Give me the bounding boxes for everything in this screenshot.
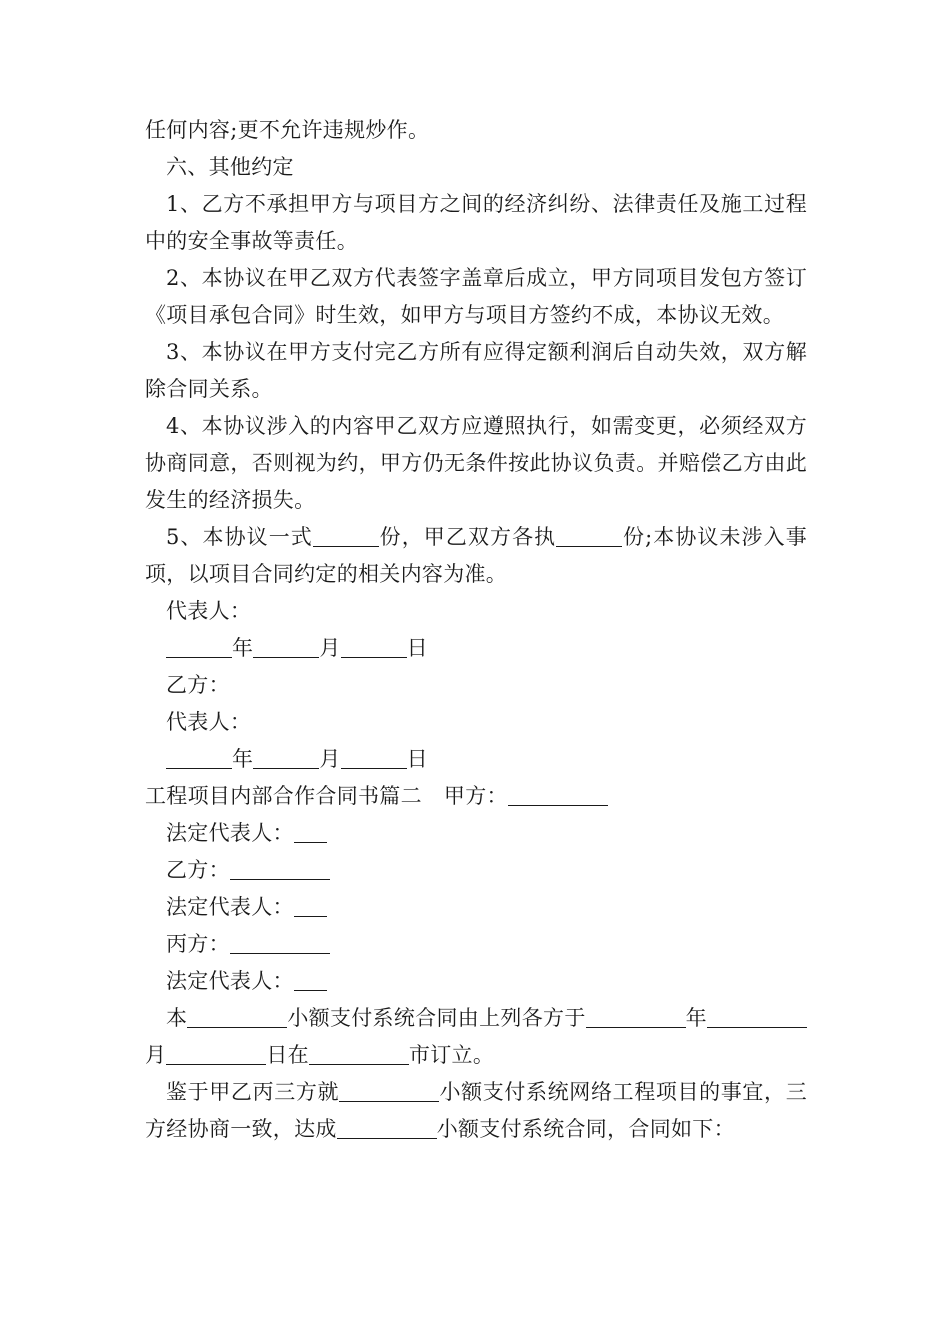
- date-line: [145, 741, 807, 778]
- blank-field: [253, 748, 319, 769]
- clause-2: 2、本协议在甲乙双方代表签字盖章后成立，甲方同项目发包方签订《项目承包合同》时生效，如甲方与项目方签约不成，本协议无效。: [145, 266, 807, 327]
- blank-field: [341, 748, 407, 769]
- blank-field: [508, 785, 608, 806]
- blank-field: [586, 1007, 686, 1028]
- legal-rep-line: [145, 815, 807, 852]
- section-heading: 六、其他约定: [166, 155, 294, 179]
- text-span: 5、本协议一式: [166, 525, 313, 549]
- text-span: 日: [406, 636, 428, 660]
- clause-3: 3、本协议在甲方支付完乙方所有应得定额利润后自动失效，双方解除合同关系。: [145, 340, 807, 401]
- blank-field: [313, 526, 379, 547]
- text-span: 小额支付系统合同，合同如下：: [436, 1117, 735, 1141]
- text-span: 甲方：: [443, 784, 508, 808]
- date-line: [145, 630, 807, 667]
- text-span: 乙方：: [166, 858, 230, 882]
- text-span: 法定代表人：: [166, 821, 294, 845]
- blank-field: [785, 1007, 807, 1028]
- blank-field: [337, 1118, 437, 1139]
- blank-field: [166, 1044, 266, 1065]
- text-span: 市订立。: [408, 1043, 495, 1067]
- blank-field: [556, 526, 622, 547]
- whereas-paragraph: [145, 1074, 807, 1148]
- contract-title-line: [145, 778, 807, 815]
- party-b-line: [145, 852, 807, 889]
- document-body: [145, 112, 807, 1148]
- party-b-label: 乙方：: [166, 673, 230, 697]
- text-span: 法定代表人：: [166, 895, 294, 919]
- text-span: 小额支付系统网络工程项目的事宜，三方经协商一致，达成: [145, 1080, 807, 1141]
- blank-field: [253, 637, 319, 658]
- text-span: 日在: [266, 1043, 309, 1067]
- blank-field: [707, 1007, 785, 1028]
- text-span: 年: [232, 636, 254, 660]
- clause-1: 1、乙方不承担甲方与项目方之间的经济纠纷、法律责任及施工过程中的安全事故等责任。: [145, 192, 807, 253]
- blank-field: [166, 748, 232, 769]
- text-span: 鉴于甲乙丙三方就: [166, 1080, 340, 1104]
- representative-label: 代表人：: [166, 710, 252, 734]
- text-span: 月: [145, 1043, 167, 1067]
- party-c-line: [145, 926, 807, 963]
- legal-rep-line: [145, 963, 807, 1000]
- blank-field: [294, 822, 327, 843]
- legal-rep-line: [145, 889, 807, 926]
- text-span: 丙方：: [166, 932, 230, 956]
- blank-field: [294, 970, 327, 991]
- blank-field: [187, 1007, 287, 1028]
- text-span: 本: [166, 1006, 188, 1030]
- blank-field: [230, 859, 330, 880]
- clause-5: [145, 519, 807, 593]
- text-span: 月: [319, 636, 341, 660]
- blank-field: [166, 637, 232, 658]
- text-span: 小额支付系统合同由上列各方于: [287, 1006, 586, 1030]
- text-span: 日: [406, 747, 428, 771]
- blank-field: [339, 1081, 439, 1102]
- contract-intro-paragraph: [145, 1000, 807, 1074]
- text-span: 份;本协议未涉入事项，以项目合同约定的相关内容为准。: [145, 525, 808, 586]
- blank-field: [309, 1044, 409, 1065]
- text-span: 月: [319, 747, 341, 771]
- text-line: 任何内容;更不允许违规炒作。: [145, 118, 430, 142]
- representative-label: 代表人：: [166, 599, 252, 623]
- blank-field: [230, 933, 330, 954]
- blank-field: [341, 637, 407, 658]
- text-span: 份，甲乙双方各执: [378, 525, 557, 549]
- clause-4: 4、本协议涉入的内容甲乙双方应遵照执行，如需变更，必须经双方协商同意，否则视为约，甲方仍无条件按此协议负责。并赔偿乙方由此发生的经济损失。: [145, 414, 807, 512]
- text-span: 法定代表人：: [166, 969, 294, 993]
- contract-title: 工程项目内部合作合同书篇二: [145, 784, 422, 808]
- blank-field: [294, 896, 327, 917]
- text-span: 年: [232, 747, 254, 771]
- text-span: 年: [685, 1006, 707, 1030]
